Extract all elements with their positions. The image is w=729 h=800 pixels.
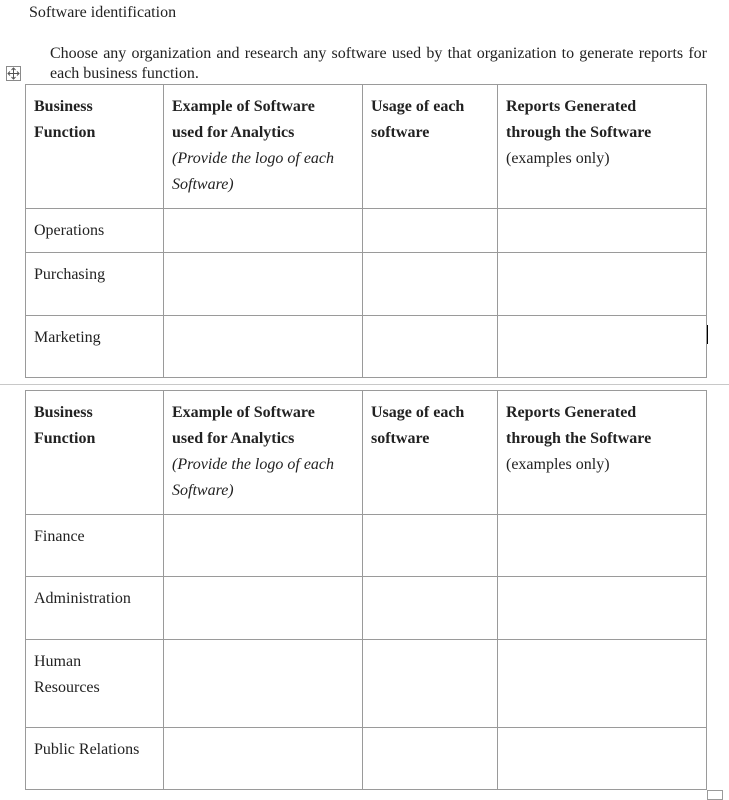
header-cell-business-function[interactable]: Business Function xyxy=(26,391,164,515)
table-cell[interactable] xyxy=(363,316,498,378)
table-cell[interactable] xyxy=(363,209,498,253)
header-cell-reports[interactable]: Reports Generated through the Software (examples only) xyxy=(498,391,707,515)
header-cell-usage[interactable]: Usage of each software xyxy=(363,391,498,515)
row-label-purchasing[interactable]: Purchasing xyxy=(26,253,164,316)
table-cell[interactable] xyxy=(498,209,707,253)
table-cell[interactable] xyxy=(164,728,363,790)
header-cell-example-software[interactable]: Example of Software used for Analytics (Provide the logo of each Software) xyxy=(164,85,363,209)
table-cell[interactable] xyxy=(363,515,498,577)
table-cell[interactable] xyxy=(498,728,707,790)
table-cell[interactable] xyxy=(164,316,363,378)
text-cursor xyxy=(707,325,708,344)
table-move-handle-icon[interactable] xyxy=(6,66,21,81)
table-cell[interactable] xyxy=(498,316,707,378)
table-cell[interactable] xyxy=(498,640,707,728)
table-row xyxy=(26,209,707,253)
table-cell[interactable] xyxy=(164,577,363,640)
document-title: Software identification xyxy=(29,4,177,21)
table-row xyxy=(26,253,707,316)
table-cell[interactable] xyxy=(498,515,707,577)
table-cell[interactable] xyxy=(164,515,363,577)
software-table-2 xyxy=(25,390,707,790)
software-table-1 xyxy=(25,84,707,378)
table-row xyxy=(26,728,707,790)
table-row xyxy=(26,640,707,728)
table-cell[interactable] xyxy=(498,577,707,640)
header-cell-reports[interactable]: Reports Generated through the Software (examples only) xyxy=(498,85,707,209)
row-label-public-relations[interactable]: Public Relations xyxy=(26,728,164,790)
row-label-finance[interactable]: Finance xyxy=(26,515,164,577)
table-resize-handle[interactable] xyxy=(707,790,723,800)
table-header-row xyxy=(26,85,707,209)
table-header-row xyxy=(26,391,707,515)
page-break-divider xyxy=(0,384,729,385)
table-cell[interactable] xyxy=(363,253,498,316)
header-cell-example-software[interactable]: Example of Software used for Analytics (Provide the logo of each Software) xyxy=(164,391,363,515)
table-cell[interactable] xyxy=(498,253,707,316)
table-cell[interactable] xyxy=(164,253,363,316)
table-cell[interactable] xyxy=(363,640,498,728)
table-cell[interactable] xyxy=(363,577,498,640)
table-row xyxy=(26,316,707,378)
row-label-administration[interactable]: Administration xyxy=(26,577,164,640)
header-cell-business-function[interactable]: Business Function xyxy=(26,85,164,209)
instructions-text: Choose any organization and research any software used by that organization to generate reports for each business function. xyxy=(50,45,707,82)
table-row xyxy=(26,515,707,577)
table-cell[interactable] xyxy=(164,209,363,253)
row-label-human-resources[interactable]: Human Resources xyxy=(26,640,164,728)
table-row xyxy=(26,577,707,640)
table-cell[interactable] xyxy=(363,728,498,790)
table-cell[interactable] xyxy=(164,640,363,728)
header-cell-usage[interactable]: Usage of each software xyxy=(363,85,498,209)
row-label-marketing[interactable]: Marketing xyxy=(26,316,164,378)
row-label-operations[interactable]: Operations xyxy=(26,209,164,253)
